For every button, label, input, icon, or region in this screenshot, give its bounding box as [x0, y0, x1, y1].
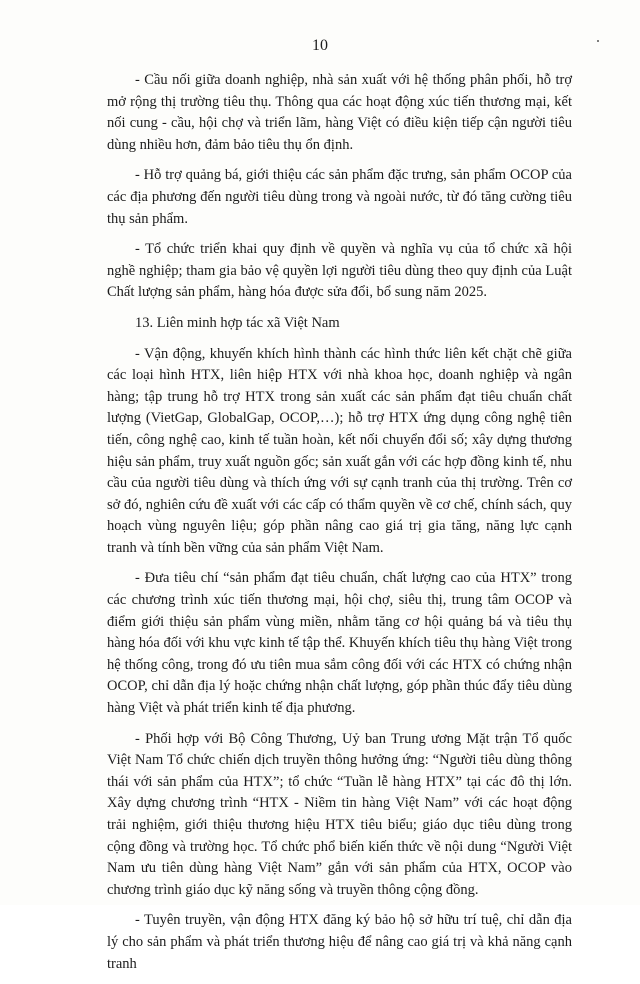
section-heading: 13. Liên minh hợp tác xã Việt Nam — [135, 314, 340, 331]
paragraph-communication-campaign: - Phối hợp với Bộ Công Thương, Uỷ ban Trung ương Mặt trận Tổ quốc Việt Nam Tổ chức chiến dịch truyền thông hưởng ứng: “Người tiêu dùng thông thái với sản phẩm của HTX”; tổ chức “Tuần lễ hàng HTX” tại các đô thị lớn. Xây dựng chương trình “HTX - Niềm tin hàng Việt Nam” với các hoạt động trải nghiệm, giới thiệu thương hiệu HTX tiêu biểu; giáo dục tiêu dùng trong cộng đồng và trường học. Tổ chức phổ biến kiến thức về nội dung “Người Việt Nam ưu tiên dùng hàng Việt Nam” gắn với sản phẩm của HTX, OCOP vào chương trình giáo dục kỹ năng sống và truyền thông cộng đồng. — [107, 730, 572, 898]
paragraph-bridge-distribution: - Cầu nối giữa doanh nghiệp, nhà sản xuất với hệ thống phân phối, hỗ trợ mở rộng thị trường tiêu thụ. Thông qua các hoạt động xúc tiến thương mại, kết nối cung - cầu, hội chợ và triển lãm, hàng Việt có điều kiện tiếp cận người tiêu dùng nhiều hơn, đảm bảo tiêu thụ ổn định. — [107, 72, 572, 153]
document-body — [107, 70, 572, 984]
paragraph-promote-ocop: - Hỗ trợ quảng bá, giới thiệu các sản phẩm đặc trưng, sản phẩm OCOP của các địa phương đến người tiêu dùng trong và ngoài nước, từ đó tăng cường tiêu thụ sản phẩm. — [107, 167, 572, 227]
paragraph-quality-criteria: - Đưa tiêu chí “sản phẩm đạt tiêu chuẩn, chất lượng cao của HTX” trong các chương trình xúc tiến thương mại, hội chợ, siêu thị, trung tâm OCOP và điểm giới thiệu sản phẩm vùng miền, nhằm tăng cơ hội quảng bá và tiêu thụ hàng hóa đối với khu vực kinh tế tập thể. Khuyến khích tiêu thụ hàng Việt trong hệ thống công, trong đó ưu tiên mua sắm công đối với các HTX có chứng nhận OCOP, chỉ dẫn địa lý hoặc chứng nhận chất lượng, góp phần thúc đẩy tiêu dùng hàng Việt và phát triển kinh tế địa phương. — [107, 570, 572, 717]
page-number: 10 — [312, 37, 328, 54]
paragraph-consumer-rights: - Tổ chức triển khai quy định về quyền và nghĩa vụ của tổ chức xã hội nghề nghiệp; tham gia bảo vệ quyền lợi người tiêu dùng theo quy định của Luật Chất lượng sản phẩm, hàng hóa được sửa đổi, bổ sung năm 2025. — [107, 241, 572, 301]
scan-speck — [597, 40, 599, 42]
paragraph-intellectual-property: - Tuyên truyền, vận động HTX đăng ký bảo hộ sở hữu trí tuệ, chỉ dẫn địa lý cho sản phẩm và phát triển thương hiệu để nâng cao giá trị và khả năng cạnh tranh — [107, 912, 572, 972]
paragraph-cooperative-linkage: - Vận động, khuyến khích hình thành các hình thức liên kết chặt chẽ giữa các loại hình HTX, liên hiệp HTX với nhà khoa học, doanh nghiệp và ngân hàng; tập trung hỗ trợ HTX trong sản xuất các sản phẩm đạt tiêu chuẩn chất lượng (VietGap, GlobalGap, OCOP,…); hỗ trợ HTX ứng dụng công nghệ tiên tiến, công nghệ cao, kinh tế tuần hoàn, kết nối chuyển đổi số; xây dựng thương hiệu sản phẩm, truy xuất nguồn gốc; sản xuất gắn với các hợp đồng kinh tế, nhu cầu của người tiêu dùng và thích ứng với sự cạnh tranh của thị trường. Trên cơ sở đó, nghiên cứu đề xuất với các cấp có thẩm quyền về cơ chế, chính sách, quy hoạch vùng nguyên liệu; góp phần nâng cao giá trị gia tăng, năng lực cạnh tranh và tính bền vững của sản phẩm Việt Nam. — [107, 345, 572, 556]
